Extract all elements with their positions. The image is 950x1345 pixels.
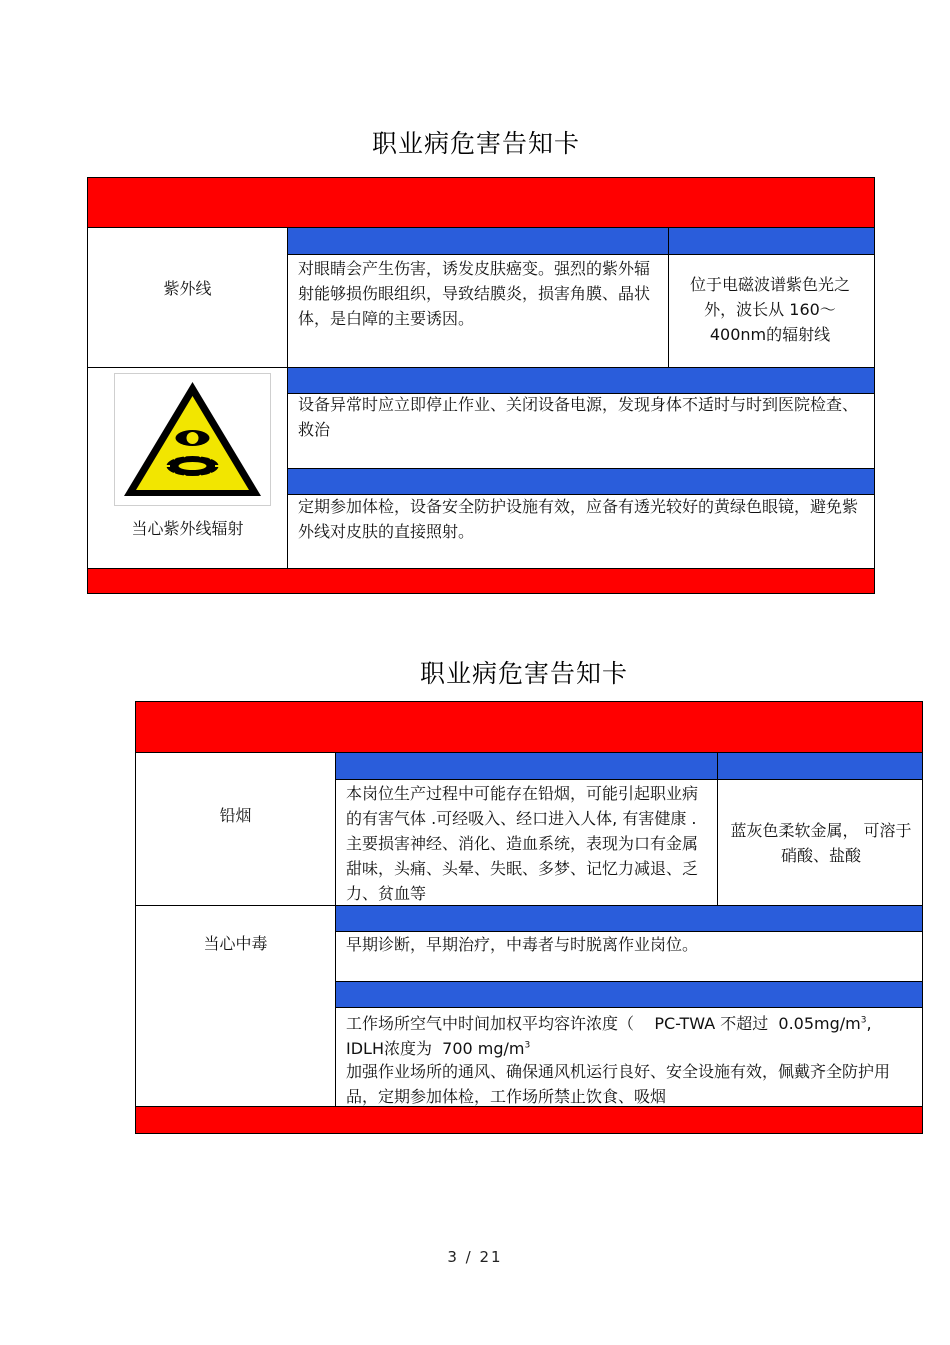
card2-divider bbox=[336, 779, 922, 780]
card2-divider bbox=[336, 1007, 922, 1008]
card2-limit-header bbox=[336, 982, 922, 1007]
uv-radiation-warning-icon bbox=[115, 374, 270, 505]
card1-hazard-name: 紫外线 bbox=[163, 279, 212, 298]
card1-emergency-header bbox=[288, 368, 874, 393]
card1-health-effect: 对眼睛会产生伤害，诱发皮肤癌变。强烈的紫外辐射能够损伤眼组织，导致结膜炎，损害角膜、晶状体，是白障的主要诱因。 bbox=[298, 259, 651, 328]
card2 bbox=[135, 701, 923, 1134]
card1-health-effect-header bbox=[288, 228, 668, 254]
page-number: 3 / 21 bbox=[447, 1248, 503, 1266]
card2-title: 职业病危害告知卡 bbox=[419, 659, 628, 688]
card2-header-bar bbox=[136, 702, 922, 752]
card2-sign-label: 当心中毒 bbox=[203, 934, 268, 953]
card2-hazard-name: 铅烟 bbox=[219, 806, 252, 825]
card2-health-effect: 本岗位生产过程中可能存在铅烟，可能引起职业病的有害气体 .可经吸入、经口进入人体, 有害健康 . 主要损害神经、消化、造血系统，表现为口有金属甜味，头痛、头晕、失眠、多梦、记忆力减退、乏力、贫血等 bbox=[346, 784, 699, 903]
card2-limit-sup1: 3 bbox=[860, 1015, 867, 1026]
card2-property-header bbox=[718, 753, 922, 779]
card1-title: 职业病危害告知卡 bbox=[371, 129, 580, 158]
card1-divider bbox=[288, 254, 874, 255]
card2-protection: 加强作业场所的通风、确保通风机运行良好、安全设施有效，佩戴齐全防护用品，定期参加体检，工作场所禁止饮食、吸烟 bbox=[346, 1062, 891, 1106]
card1 bbox=[87, 177, 875, 594]
card2-property: 蓝灰色柔软金属， 可溶于硝酸、盐酸 bbox=[730, 821, 912, 865]
card1-property: 位于电磁波谱紫色光之外，波长从 160～400nm的辐射线 bbox=[689, 275, 850, 344]
card2-limit-line2: IDLH浓度为 700 mg/m bbox=[346, 1039, 525, 1058]
card2-footer-bar bbox=[136, 1107, 922, 1133]
card1-emergency: 设备异常时应立即停止作业、关闭设备电源，发现身体不适时与时到医院检查、救治 bbox=[298, 395, 859, 439]
card1-protection: 定期参加体检，设备安全防护设施有效，应备有透光较好的黄绿色眼镜，避免紫外线对皮肤的直接照射。 bbox=[298, 497, 859, 541]
card1-sign-label: 当心紫外线辐射 bbox=[131, 519, 244, 538]
card1-header-bar bbox=[88, 178, 874, 227]
card2-health-effect-header bbox=[336, 753, 717, 779]
card2-limit-values bbox=[346, 1011, 922, 1061]
card1-property-header bbox=[669, 228, 874, 254]
card1-footer-bar bbox=[88, 569, 874, 593]
card1-protection-header bbox=[288, 469, 874, 494]
card2-limit-line1: 工作场所空气中时间加权平均容许浓度（ PC-TWA 不超过 0.05mg/m bbox=[346, 1014, 861, 1033]
card1-sign-frame bbox=[114, 373, 271, 506]
card2-limit-sup2: 3 bbox=[524, 1040, 531, 1051]
card2-limit-tail1: , bbox=[866, 1014, 872, 1033]
card1-divider bbox=[287, 227, 288, 594]
card2-emergency-header bbox=[336, 906, 922, 931]
card2-emergency: 早期诊断，早期治疗，中毒者与时脱离作业岗位。 bbox=[346, 935, 699, 954]
